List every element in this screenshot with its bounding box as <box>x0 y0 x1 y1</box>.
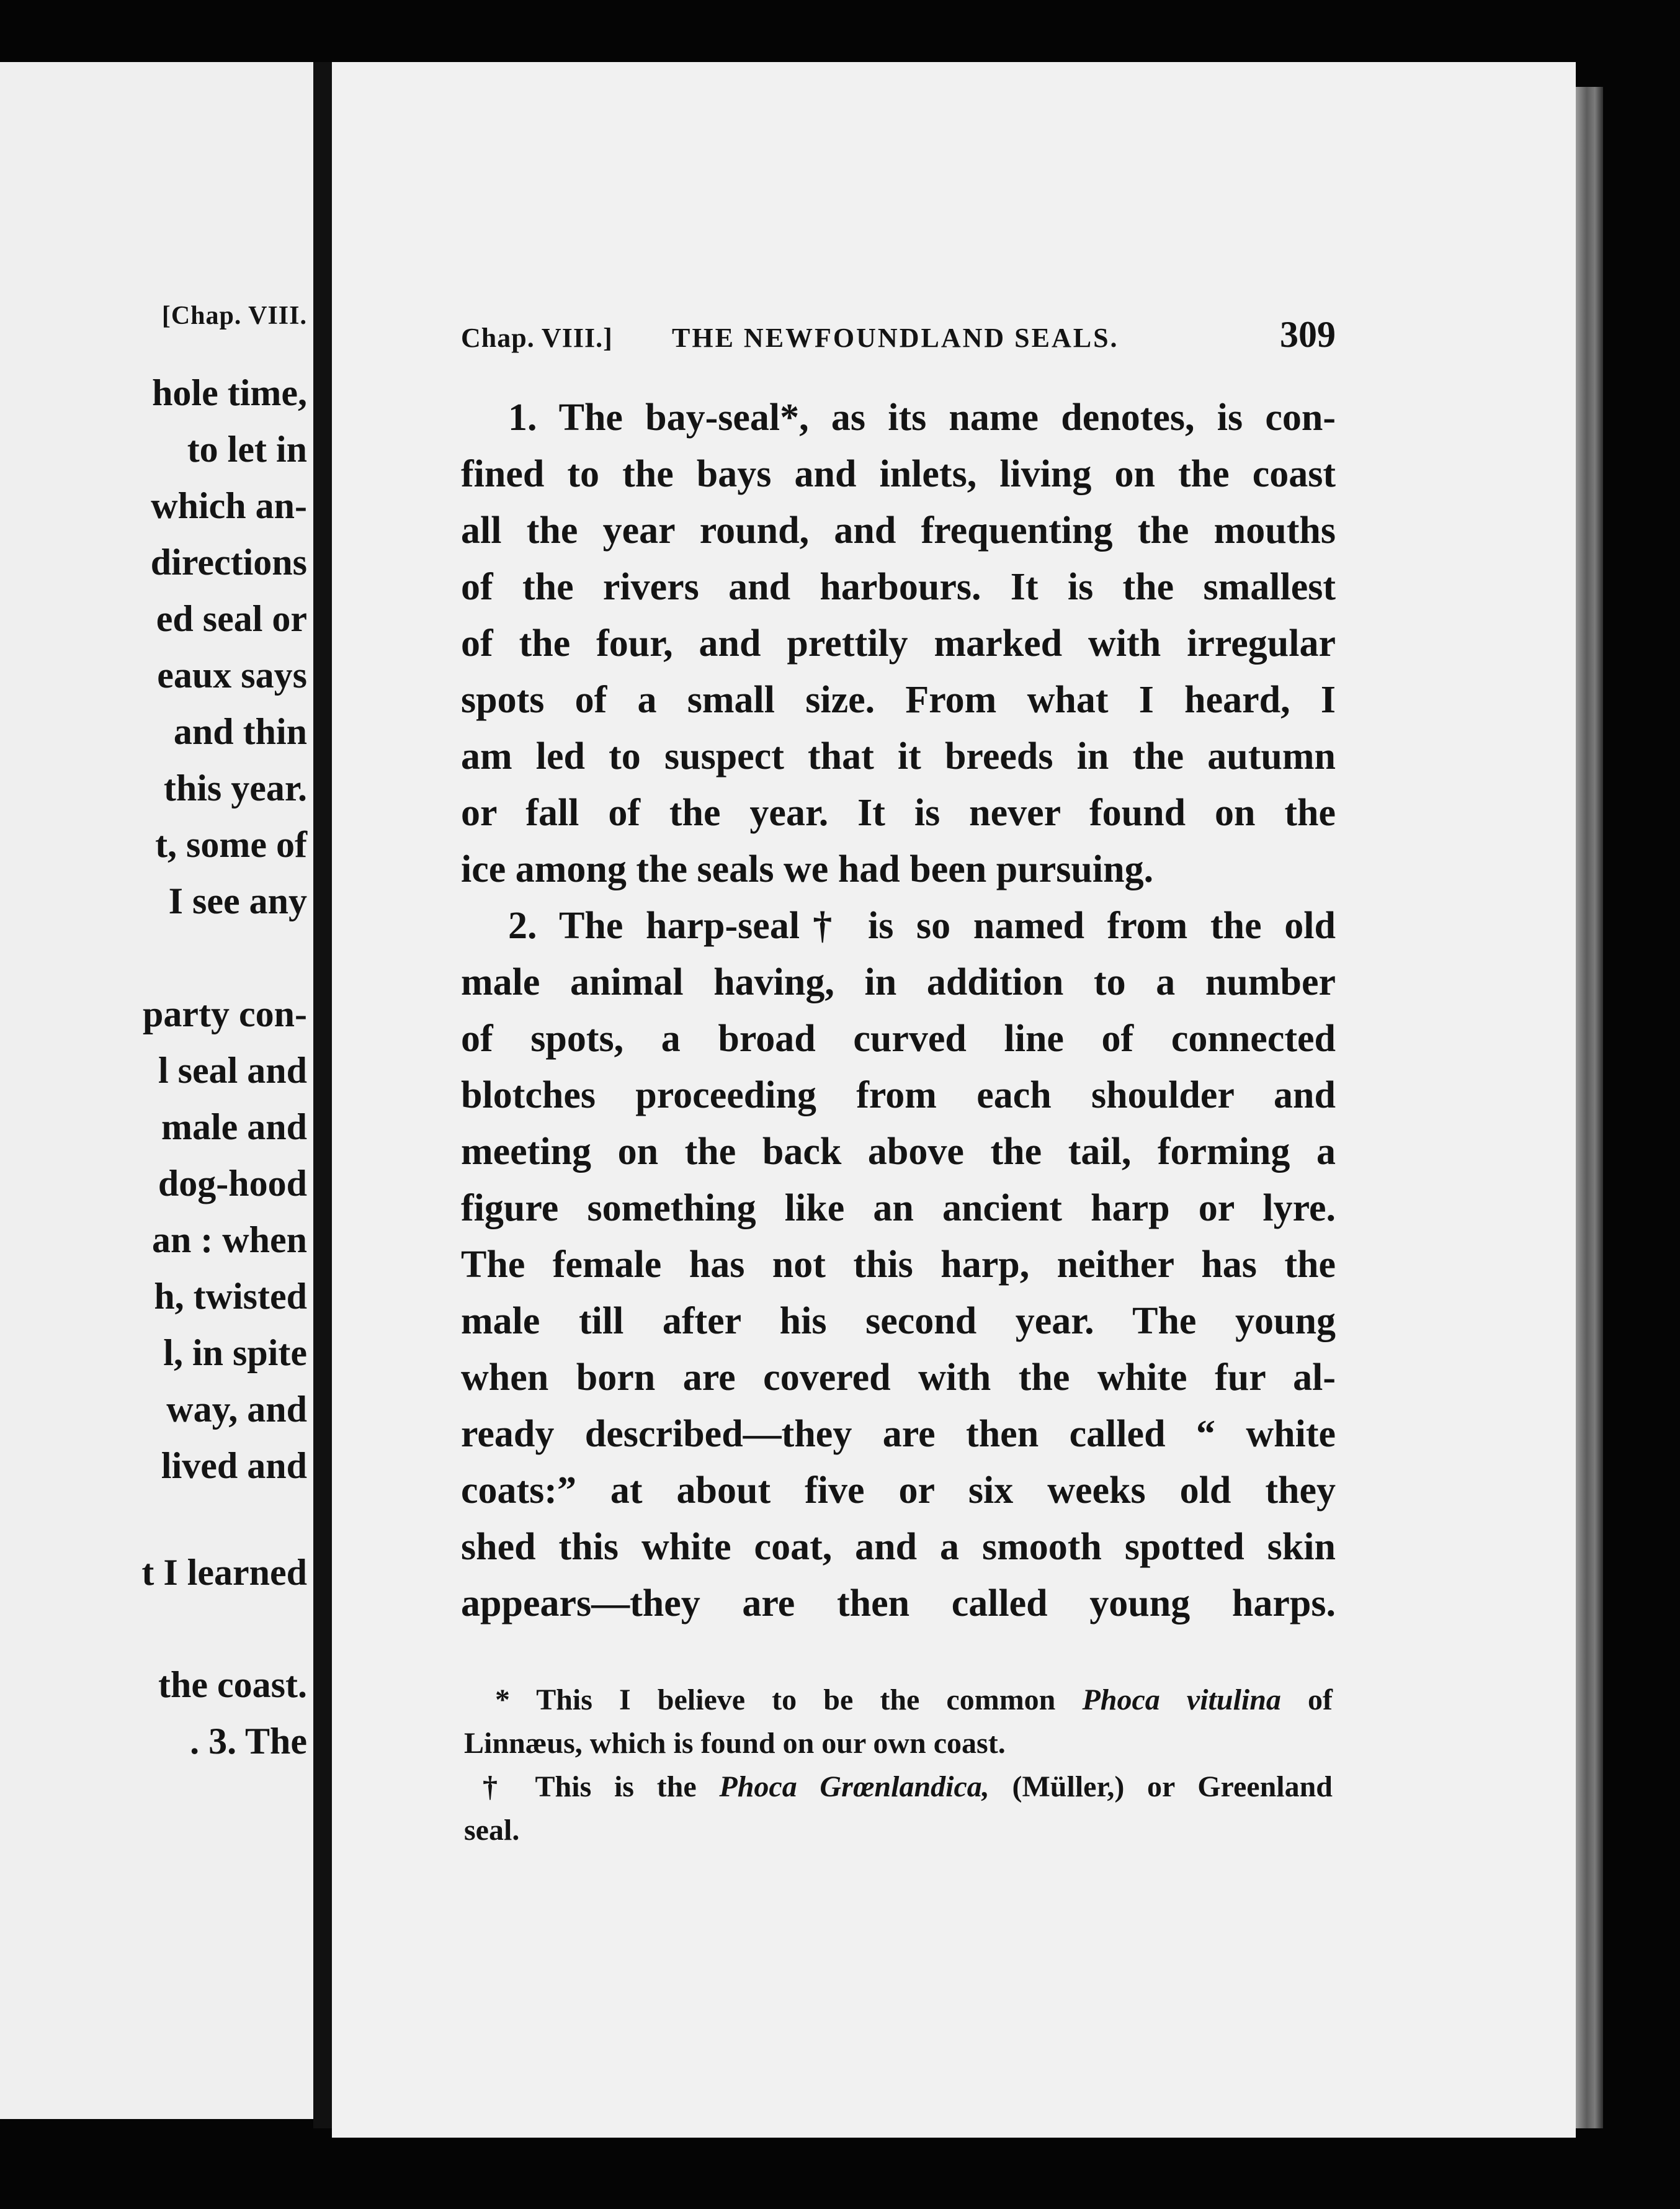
left-line: ed seal or <box>156 598 307 639</box>
text-line: shed this white coat, and a smooth spotted skin <box>461 1526 1336 1568</box>
page-edges <box>1576 87 1603 2128</box>
chapter-label: Chap. VIII.] <box>461 323 613 353</box>
left-line: the coast. <box>158 1664 307 1705</box>
left-line: l seal and <box>158 1050 307 1091</box>
left-page <box>0 62 313 2119</box>
left-line: to let in <box>187 429 307 470</box>
footnote-text: * This I believe to be the common <box>495 1683 1083 1716</box>
text-line: male till after his second year. The young <box>461 1300 1336 1342</box>
left-line: t, some of <box>155 824 307 865</box>
text-line: of spots, a broad curved line of connected <box>461 1018 1336 1060</box>
left-line: l, in spite <box>163 1332 307 1373</box>
text-line: meeting on the back above the tail, forming a <box>461 1131 1336 1173</box>
left-line: . 3. The <box>190 1721 307 1762</box>
text-line: or fall of the year. It is never found on the <box>461 792 1336 834</box>
footnote-italic: Phoca vitulina <box>1082 1683 1281 1716</box>
left-line: party con- <box>143 993 307 1034</box>
left-line: way, and <box>166 1389 307 1430</box>
left-line: an : when <box>151 1219 307 1260</box>
left-line: which an- <box>151 485 307 526</box>
text-line: ready described—they are then called “ white <box>461 1413 1336 1455</box>
left-line: this year. <box>163 768 307 809</box>
footnote-2-line <box>464 1765 1333 1809</box>
text-line: 1. The bay-seal*, as its name denotes, is con- <box>508 397 1336 439</box>
text-line: ice among the seals we had been pursuing. <box>461 848 1154 890</box>
text-line: coats:” at about five or six weeks old they <box>461 1469 1336 1512</box>
footnote-text: (Müller,) or Greenland <box>989 1770 1333 1803</box>
page-title: THE NEWFOUNDLAND SEALS. <box>672 323 1119 353</box>
footnote-text: of <box>1280 1683 1333 1716</box>
left-line: h, twisted <box>154 1276 307 1317</box>
text-line: of the four, and prettily marked with irregular <box>461 622 1336 665</box>
left-running-head: [Chap. VIII. <box>161 302 307 330</box>
page-number: 309 <box>1280 314 1336 355</box>
left-line: I see any <box>168 880 307 921</box>
footnote-1-line <box>464 1678 1333 1722</box>
text-line: all the year round, and frequenting the mouths <box>461 509 1336 552</box>
text-line: spots of a small size. From what I heard, I <box>461 679 1336 721</box>
text-line: of the rivers and harbours. It is the smallest <box>461 566 1336 608</box>
footnote-italic: Phoca Grœnlandica, <box>719 1770 990 1803</box>
footnote-1-line: Linnæus, which is found on our own coast. <box>464 1727 1006 1760</box>
text-line: when born are covered with the white fur al- <box>461 1356 1336 1399</box>
text-line: 2. The harp-seal† is so named from the old <box>508 905 1336 947</box>
text-line: blotches proceeding from each shoulder and <box>461 1074 1336 1116</box>
left-line: directions <box>150 542 307 583</box>
text-line: The female has not this harp, neither has the <box>461 1243 1336 1286</box>
text-line: figure something like an ancient harp or lyre. <box>461 1187 1336 1229</box>
book-gutter <box>313 62 332 2128</box>
left-line: and thin <box>173 711 307 752</box>
footnotes <box>464 1678 1333 1852</box>
left-line: eaux says <box>157 655 307 696</box>
left-line: t I learned <box>141 1552 307 1593</box>
body-text <box>461 390 1336 1632</box>
left-line: lived and <box>161 1445 307 1486</box>
text-line: appears—they are then called young harps. <box>461 1582 1336 1624</box>
footnote-2-line: seal. <box>464 1814 520 1847</box>
footnote-text: † This is the <box>483 1770 720 1803</box>
left-line: hole time, <box>152 372 307 413</box>
text-line: male animal having, in addition to a number <box>461 961 1336 1003</box>
running-head <box>461 313 1336 357</box>
text-line: fined to the bays and inlets, living on the coast <box>461 453 1336 495</box>
left-line: dog-hood <box>158 1163 307 1204</box>
text-line: am led to suspect that it breeds in the autumn <box>461 735 1336 777</box>
left-line: male and <box>161 1106 307 1147</box>
